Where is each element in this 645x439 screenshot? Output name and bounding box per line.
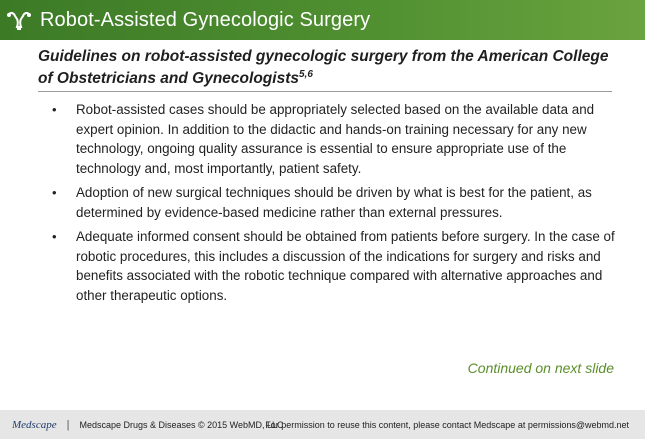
bullet-text: Adequate informed consent should be obtained from patients before surgery. In the case of robotic procedures, this includes a discussion of the indications for surgery and risks and benefits associated with the robotic technique compared with alternative approaches and other therapeutic options. bbox=[76, 229, 615, 303]
continued-note: Continued on next slide bbox=[467, 360, 614, 376]
uterus-icon bbox=[6, 7, 32, 33]
slide-footer bbox=[0, 410, 645, 439]
medscape-logo: Medscape bbox=[12, 418, 57, 431]
bullet-list bbox=[52, 100, 622, 310]
slide-subtitle bbox=[38, 46, 618, 90]
bullet-icon: • bbox=[52, 185, 57, 200]
list-item bbox=[52, 100, 622, 178]
subtitle-text: Guidelines on robot-assisted gynecologic surgery from the American College of Obstetricians and Gynecologists bbox=[38, 48, 609, 87]
footer-separator: | bbox=[66, 418, 70, 431]
slide-title: Robot-Assisted Gynecologic Surgery bbox=[40, 8, 371, 31]
subtitle-citation: 5,6 bbox=[298, 68, 313, 80]
bullet-icon: • bbox=[52, 102, 57, 117]
bullet-icon: • bbox=[52, 229, 57, 244]
divider bbox=[38, 91, 612, 92]
list-item bbox=[52, 227, 622, 305]
footer-permission: For permission to reuse this content, please contact Medscape at permissions@webmd.net bbox=[265, 419, 629, 430]
list-item bbox=[52, 183, 622, 222]
slide-header bbox=[0, 0, 645, 40]
bullet-text: Adoption of new surgical techniques should be driven by what is best for the patient, as determined by evidence-based medicine rather than external pressures. bbox=[76, 185, 592, 220]
footer-copyright: Medscape Drugs & Diseases © 2015 WebMD, LLC bbox=[79, 419, 284, 430]
bullet-text: Robot-assisted cases should be appropriately selected based on the available data and expert opinion. In addition to the didactic and hands-on training necessary for any new technology, ongoing quality assurance is essential to ensure appropriate use of the technology and, most importantly, patient safety. bbox=[76, 102, 595, 176]
